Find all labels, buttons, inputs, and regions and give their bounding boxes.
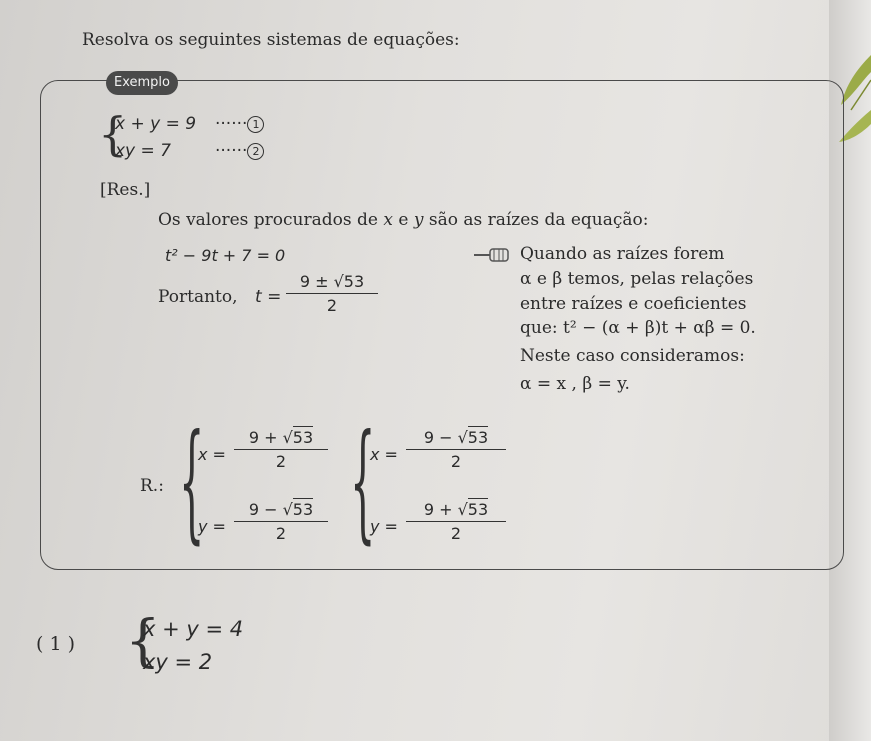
note-line-4: que: t² − (α + β)t + αβ = 0. — [520, 318, 756, 338]
example-eq2: xy = 7 — [115, 141, 171, 161]
exercise-1-brace: { — [125, 609, 161, 674]
portanto-label: Portanto, — [158, 287, 238, 307]
note-line-6: α = x , β = y. — [520, 374, 630, 394]
note-line-5: Neste caso consideramos: — [520, 346, 745, 366]
solution2-brace: { — [350, 410, 376, 558]
t-fraction: 9 ± √53 2 — [286, 272, 378, 315]
t-equals: t = — [255, 287, 282, 307]
sol1-y-fraction: 9 − √53 2 — [234, 500, 328, 543]
note-line-1: Quando as raízes forem — [520, 244, 725, 264]
quadratic-equation: t² − 9t + 7 = 0 — [165, 246, 286, 265]
solution1-brace: { — [179, 410, 205, 558]
sol1-x-lhs: x = — [198, 445, 226, 464]
example-eq1: x + y = 9 — [115, 114, 197, 134]
answer-label: R.: — [140, 476, 164, 496]
sol2-y-fraction: 9 + √53 2 — [406, 500, 506, 543]
res-label: [Res.] — [100, 180, 151, 200]
note-line-2: α e β temos, pelas relações — [520, 269, 754, 289]
explanation-sentence: Os valores procurados de x e y são as raízes da equação: — [158, 210, 649, 230]
exercise-1-label: ( 1 ) — [36, 633, 75, 655]
sol1-y-lhs: y = — [198, 517, 226, 536]
page-heading: Resolva os seguintes sistemas de equações: — [82, 30, 460, 50]
example-eq2-marker: ······ 2 — [215, 141, 264, 161]
sol2-y-lhs: y = — [370, 517, 398, 536]
exercise-1-eq2: xy = 2 — [143, 650, 213, 674]
sol2-x-lhs: x = — [370, 445, 398, 464]
example-eq1-marker: ······ 1 — [215, 114, 264, 134]
exercise-1-eq1: x + y = 4 — [143, 617, 244, 641]
note-line-3: entre raízes e coeficientes — [520, 294, 747, 314]
sol2-x-fraction: 9 − √53 2 — [406, 428, 506, 471]
pointing-hand-icon — [472, 246, 512, 264]
sol1-x-fraction: 9 + √53 2 — [234, 428, 328, 471]
example-brace: { — [98, 107, 128, 161]
example-badge: Exemplo — [106, 71, 178, 95]
